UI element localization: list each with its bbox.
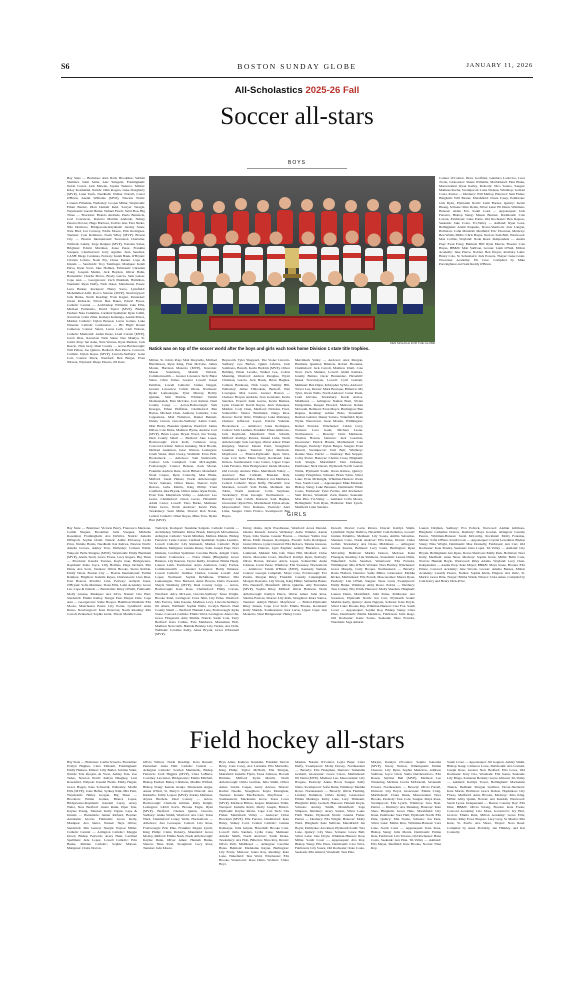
fh-column-2: Olivia Wilson, North Reading: Kara Russell, Pentucket: Anna Hall. Catholic Central — Arlington Catholic: Scarlett Martinello, Bishop Fenwick: Jordi Higgins (MVP), Clara LaBarre, Courtney Lawrence, Bridgewater: Emma Mitchell, Bishop Feehan: Bailey Childress, Maddie Wilfred. Bishop Stang: Kenzie Araujo, Mackenzie Aujpe, Annie O'Neil, St. Mary's: Camdyn Driscoll, Ava Kinkarlis, Tabby Lepore (MVP), Karina Martinez, Alyssa Buchele. Dual County — Acton-Boxborough: Charlotte Gilman, Ruby Knight, Lexington: Libbit Koch, Brooke Eagle, Ryan (MVP), Bedford: Chelsea Quinn, Lincoln-Sudbury: Annie Smith, Westford: Ava Carr, Tessa Ward, Chelmsford: Laney Wells. Hockomock — Attleboro: Ava Levesque, Canton: Lila Rose, Foxborough: Erin Pike, Franklin: Megan Lynch, King Philip: Claire Doherty, Mansfield: Grace Molloy, Milford: Emma Nash, North Attleborough: Kaylee Dunn, Oliver Ames: Hannah Burke, Sharon: Nina Patel, Stoughton: Lucy Ross, Taunton: Jada Moore. [143,760,213,850]
girls-column-5: Lauren Dirjman, Sudbury: Eva Pollock, Norwood: Aislinn Gillmore, Hingham: Catherine Doiron, Duxbury: Maya Gordon, Abington: Cassidy Pearce, Whitman-Hanson: Sarah McCarthy, Rockland: Molly Fontaine, Milton: Sofia O'Hara. South Coast — Apponequet: Crystal Leventhal, Bishop Stang: Nina Wright, Dartmouth: Mae Donnelly, Fairhaven: Ava Carr, Old Rochester: Kate Pereira, Seekonk: Gina Lopes. Tri-Valley — Ashland: Lily Bryant, Bellingham: Ava Ryan, Dover-Sherborn: Emily Park, Holliston: Nora Kelly, Medfield: Anna Shaw, Medway: Sophie Grant, Millis: Bella Cruz, Norton: Hannah Boyle, Westwood: Riley Adams, Wayland: Lucy Chen. Independent — Austin Prep: Kate Mayer, BB&N: Maya Stone, Brooks: Ella Prince, Concord Academy: Jane Woods, Groton: Amelia Barnes, Milton Academy: Cassidy Pearce, Nobles: Sophia Klein, Pingree: Ava Ortiz, St. Mark's: Grace Hale, Thayer: Emma Walsh, Winsor: Clara Ames. Compiled by Cam Kerry and Henry Dick-Price. [419,526,525,584]
photo-credit: KEN McGAGH FOR THE GLOBE [390,341,435,345]
section-season: 2025-26 Fall [305,85,360,96]
boys-column-3: Hepworth, Tyler Sheppard, The Stone: Lincoln-Sudbury: Leo Barber, Quinn Lefebre, Jack Sombrero, Baruch, Kevin Hedrick (MVP), Oliver Hebling, Ethan Lavelle, Walker Lee, Colton Manning, Westford: Andrew Peragine, Wyatt Christian, Garcia, Jack Hawk, Brian Hughes, Camren Barahona, Nick Carpi, Tommy Hill, Wellesley: James Thibodeau, Burkoff, Wen Lawtagne, Max Lewis. Greater Boston — Chelsea: Brayan Andrade, Ivan Gonzalez, Kevin Sanchez, Everett: Isiah Garcia, Kevin Benitez, Lynn Classical: Kevin Reyes, Juan Velasquez, Malden: Cody Chen, Medford: Nicholas Fruci, Somerville: Nestor Bermudez, Diego Rios, Revere: Kevin Ortiz, Winthrop: Luke Mahoney, Chelsea: Jefferson Lopez, Patrick Valiente. Hockomock — Attleboro: Jonas Rodrigues, Canton: Sam Lenihan, Franklin: Ethan Ambrosio, Jack Raymond, Mansfield: Nick Schultz, Milford: Rodrigo Pereira, Daniel Lima, North Attleborough: Jack Gavigan, Oliver Ames: Ethan Kingsley, Sharon: Ishaan Patel, Stoughton: Jonathan Lopes, Taunton: Tyler Machado. Mayflower — Bristol-Plymouth: Ryan Silva, Cape Cod Tech: Ethan Neary, Rockland: Jake Nelson, Southeastern: Caio Castro, Upper Cape: Liam Ferreira, West Bridgewater: Derek Moreira, Old Colony: Andrew Pinto. Merrimack Valley — Andover: Ben Cobham, Brendan Daly, Chelmsford: Sam Fuller, Billerica: Jon Matthews, Central Catholic: Ryan Duffy, Haverhill: Jose Martinez, Lowell: Sam Fedak, Methuen: Ian Tobin, North Andover: Colin Seymour, Tewksbury: Evan Keough. Northeastern — Beverly: Jake Cahill, Danvers: Sam Hughes, Gloucester: Ryan Fitts, Marblehead: Dylan Abate, Masconomet: Nico Romano, Peabody: Alex Lima, Saugus: Chris Franco, Swampscott: Ben Hayes. [222,358,290,518]
masthead [61,62,533,76]
girls-column-1: Bay State — Braintree: Victoria Barry, Francesca Mazzone, Caitlin Nugent, Brookline: Julia Vasquez, Michelle Rosenthal, Framingham: Ava DaSilva, Natick: Isabella DiNapoli, Sophia Orrell, Natick: Addie McGarey, Lydia Price, Natalie Harris, Needham: Kat Kaliwa, Newton North: Amelia Groves, Ashley Tran, Wellesley: Colleen Walsh, Walpole: Bella Shugrue (MVP), Weymouth: Emily Burnham (MVP), Alexis Snell, Grace Evans, Lucy Rogers. Big Three — Brockton: Kendra Tavares, Kayla Jean, Bridgewater-Raynham: Katie Joyce, Lilly Holmes, Paige Orchard, Mia Dunn, Ava Scott, Taunton: Olivia Brooks, Sierra Robbie, Emily Valois. Boston City — Boston International: Fatima Ramirez, Brighton: Isabella Reyes, Charlestown: Lina Diaz, East Boston: Priscilla Cruz, Fenway: Aaliyah Jones, O'Bryant: Sofia Martinez, Tiana Ellis, Latin Academy: Grace Lin. Cape & Islands — Barnstable: Riley O'Neill, Falmouth: Molly Greene, Mashpee: Ava Silva, Nauset: Lila Hart, Sandwich: Emma Kelley, Sturgis East: Harper Dale. Cape Ann — Georgetown: Sadie Hooper, Hamilton-Wenham: Ella Moore, Manchester Essex: Lily Porter, Lynnfield: Anna Russo, Newburyport: Kate Donovan, North Reading: Mia Carroll, Pentucket: Sophie Grant, Triton: Maddie Lane. [67,526,151,616]
fh-column-5: Marjan, Katelyn O'Connor, Sophia Sokorski (MVP), Stacey Nelson, Winnisquam: Emma Cheever, Lily Ryan, Sophia Medeiros, Addison Sullivan, Joyce Chen, Stella DeChristoforo, Ella Rosen, Sabrina Bell (MVP), Madison Lee Wintering, Melanie Jacobs McDonald, Savannah Powers. Northeastern — Beverly: Olivia Farrell, Danvers: Lily Boyd, Gloucester: Emma Craig, Marblehead: Claire Dunn, Masconomet: Nora Brooks, Peabody: Tess Cole, Saugus: Maya Ross, Swampscott: Ella Lynch, Winthrop: Sara Neal. Patriot — Duxbury: Ava Manning, Hanover: Kate Shea, Hingham: Grace Hale, Marshfield: Lily Kane, Pembroke: Sara Hall, Plymouth North: Ella Dale, Quincy: Mia Nolan, Scituate: Jen Park, Silver Lake: Emma Rice, Whitman-Hanson: Cara Lane. South Coast — Apponequet: Kate Ross, Bishop Stang: Julia Moniz, Dartmouth: Emma Reis, Fairhaven: Lila Tavares, Old Rochester: Hana Costa, Seekonk: Ava Pina. Tri-Valley — Ashland: Ella Mayer, Medfield: Kate Brooks, Norton: Nina Roy. [371,760,441,850]
photo-caption: Natick was on top of the soccer world after the boys and girls each took home Division 1 state title trophies. [149,346,370,351]
girls-column-3: Davey Orsha, Jayla Woodhouse, Westford: Arcea Durand, Onaxia Khoudi, Zeneve Wellesley: Aolin Winkler, Alexis Nyen, Lilia Steene. Greater Boston — Chelsea: Yadira Jose Rivas, Emili Vasquez, Rodriguez, Everett: Sofia Rodriguez, Giani Olivera, Lynn Classical: Ella DeLuca, Tatiana Gleason, McKenna Duncan, Lynn English: Aubrey Blackfoot, Ava Lamirand, Malden: Mia Gill, Tiana Hill, Medford: Chloe Davis, Mercedes Costa, Medford: Kaitlyn Ryan, Peabody: Olivia Horton, Revere: Alicia Lopez, Somerville: Aisha Johnson, Lucía Perez, Winthrop: Ella Sweeney. Hockomock — Attleboro: Tatum O'Brien (MVP), Kennedy Samuel, Canton: Georgia Campbell, Maya Cote, Foxborough: Eva Pruzin, Morgan Riley, Franklin: Cassidy Cunningham, Morgan Doucette, Lily Strong, King Philip: Samantha Baker, Ella Neudorff, Mansfield: Olivia Quinlan, Ally Ferrandes (MVP), Sophia Riley, Milford: Olivia Halloran, North Attleborough: Kaitlyn Pierce, Oliver Ames: Julie Ross, Sabrina Esteves, Sharon: Lily Roth, Stoughton: Kiara Santos, Taunton: Ashlyn Hebert. Mayflower — Bristol-Plymouth: Riley Jensen, Cape Cod Tech: Emma Brooks, Rockland: Kelly Shields, Southeastern: Sara Lucas, Upper Cape: Jess Monteiro, West Bridgewater: Hailey Costa. [243,526,327,616]
section-label [47,85,547,96]
newspaper-sheet [47,0,547,1000]
fh-column-4: Maiden, Natalie O'Connor, Leyla Bajer, Clara Duffy, Swampscott: Molly Dorsey, Northeastern — Beverly: Ella Hodgman, Danvers: Samantha Graham, Gloucester: Grace Caron, Marblehead: Jill Denn (MVP), Madison Lee, Masconomet: Lily Borgate, Peabody: Annie Hood, Saugus: Kelly Watts, Swampscott: Sofia Dunn, Winthrop: Maddie Rowe. Northeastern — Beverly: Olivia Fleming, Lindsey Dammon, Olivia Kenny, Gloucester: Emma Madruga, Kirby Lane, Lucy Thibeault, Hingham: Riley Godsell, Hanover: Hannah Doyle, Scituate: Audrey Smith, Marshfield: Sage Simpson, Duxbury: Avery Sutton, Silver Lake: Faith Burke, Plymouth North: Gianna Fisher. Patriot — Duxbury: Ella Wright, Hanover: Molly Ward, Hingham: Kate Sullivan, Marshfield: Jen Boyle, Pembroke: Ava Reed, Plymouth South: Tara Lane, Quincy: Lily Shea, Scituate: Grace Bell, Silver Lake: Jane Doyle, Whitman-Hanson: Rose Miller. South Coast — Apponequet: Ava Roy, Bishop Stang: Elle Pires, Dartmouth: Cara Silva, Fairhaven: Lily Souza, Old Rochester: Kate Couto, Seekonk: Mia Amaral, Wareham: Tess Pina. [295,760,365,855]
issue-date: JANUARY 11, 2026 [466,62,533,69]
girls-column-2: Tomczyk, Rockport: Sunshine Salgado. Catholic Central — Archbishop Williams: Khloe Brush, Marlayah McGuinness, Arlington Catholic: Sarah Minihan, Melissa Mulzer, Bishop Fenwick: Lexie Cortez, Cardinal Spellman: Sophia Leandro, Lowell Catholic: Lily Ramondi, Malden Catholic: Bryn Mulhern, Matignon: Gianna Russo, Saint Joseph Prep: Nora Dumont, Cardinal Spellman: Caroline Black, Abigail Clark. Catholic Conference — Notre Dame (Hingham): Grace Hannon, Lily Pearson, Taylor Reilly, Ursuline: Emma Healy, Lauren Leith, Fontbonne: Aiyla Anderson, Gaby Forbes. Commonwealth — Greater Lawrence: Heidy Jimenez, Lowell Catholic: Jasmine Charles, Greater Lowell: Ana Lopez, Northeast: Sophia DeSimone, Whittier: Mia Lamontagne, Nico Bernard, Anna Bowen, Della Zwaaard, Shayla Weinberg (MVP). Dual County Large — Acton-Boxborough: Kate Rose, Chelmsford: Emily Craven, Westford: Alice McLean, Lincoln-Sudbury: Tessa Wright, Brooke Patel, Lexington: Clara Shin, Lily Eriks, Westford: Mia Ferrara, Julia Kearns, Madison Levy, Lincoln-Sudbury: Jill Ahern, Waltham: Sophie Wells, Jocelyn Barrett. Dual County Small — Bedford: Hannah Lane, Boxborough: Kylie Stone, Concord-Carlisle: Emma Ward, Lexington: Anna Chu, Grace Fitzgerald, Amy Mathis, Natick: Sarah Cole, Tarry Bedford: Kaia Collins, Evie Matthews, Mackenzie Holt, Madison Newcomb, Hannah Bentley, Lily Tucker, Ava Ortiz, Waltham: Caroline Kelly, Jenna Bryant, Grace O'Donnell (MVP). [155,526,239,637]
left-margin [0,0,47,1000]
girls-column-4: Dowell, Dracut: Lacie Rivera, Dracut: Kaitlyn Smith, Lynnfield: Tayler DaSilva, Haverhill: Cam Pellerino, Lowell: Gianna Palumbo, Methuen: Lily Souza, Amilia Sebastiao, Shannon Cotte, North Andover: Ella Kane, Dracut: Claire Gollett, Tewksbury: Ava Chase. Middlesex — Arlington: Sloane Kearns, Belmont: Lucy Grant, Burlington: Ryan McCarthy, Belmont: Martha Doiron, Melrose: Katie Flanagan, Reading: Lila Simmons, Stoneham: Lauren Dinfa, Wakefield: Sofia Sanchez, Watertown: Ella Ferreira, Wilmington: Mia O'Neil, Woburn: Nora Hartley, Winchester: Grace Murphy, Carly Hooper. Northeastern — Beverly: Rosie Holbert, Danvers: Sadie Miller, Gloucester: Maddie Ricker, Marblehead: Ella Ferrell, Masconomet: Maeve Ryan, Peabody: Lila O'Neil, Saugus: Tessa Lynn, Swampscott: Emily Burke, Winthrop: Abby Rowe. Patriot — Duxbury: Tess Carney, Ella Wirth, Hanover: Molly Sheehan, Hingham: Lauren Dunn, Marshfield: Julia Paine, Pembroke: Ava Sorenson, Plymouth North: Jen Carr, Plymouth South: Maddie Kelly, Quincy: Anna Nguyen, Scituate: Kate Doyle, Silver Lake: Brooke Ray, Whitman-Hanson: Cara Fox. South Coast — Apponequet: Sophie Roy, Bishop Stang: Clara Pires, Dartmouth: Emma Medeiros, Fairhaven: Julia Rego, Old Rochester: Katie Souza, Seekonk: Nina Ferreira, Wareham: Sage Amaral. [331,526,415,625]
soccer-headline: Soccer all-stars [220,103,374,130]
boys-column-4b [367,358,435,508]
page-number: S6 [61,62,70,71]
girls-label: GIRLS [286,512,307,518]
fh-column-3: Bryn Allen, Kathryn Staniszki, Franklin: Devon Berry, Josie Carey, Ava Lucinski, Ella Mucielilo, King Philip: Taylor McNeill, Ella Morgan, Mansfield: Isabelle Flynn, Tessa Johnson, Bocada Harman, Milford: Kylie Merritt, North Attleborough: Olivia Gorman, Julia Smith, Oliver Ames: Lindie Caspar, Avery Adores, Sharon: Rachel Needle, Stoughton: Kayla Monaghan, Taunton: Kenzie MacEachern. Mayflower — Southeastern: Mackenzie Grow, Tessa Lowe (MVP), Madison Billow, Kagan, Rhiannon Tollin, Westport: Isabelle Robb, Molly Joseph, Bristol-Plymouth: Kaylee Morin, Cape Cod Tech: Lila Fisher. Merrimack Valley — Andover: Chloe Howland (MVP), Ella Ferrara, Chelmsford: Kate Haley, Sidney Cord, Central Catholic: Gianna Ramseyer, Julia Grinda, Haverhill: Brooke Cruz, Lowell: Julia Sanders, Lydia Cane, Methuen: Amelia Smith, North Andover: Sarah Drake, Tewksbury: Ava Holt, Billerica: Nina Roy, Dracut: Olivia Petit. Middlesex — Arlington: Caroline Bates, Belmont: Madeleine Kayne, Burlington: Lily Ferris, Melrose: Jenna Roy, Reading: Kate Lane, Wakefield: Tess Ward, Winchester: Ella Brooks, Watertown: Rose Dunn, Woburn: Claire Hoyt. [219,760,289,867]
fh-column-6: South Coast — Apponequet: Jill Gagnon, Ashley Smith, Bishop Stang: Cameron Lowe, Dartmouth: Ava Connell, Joseph Rose, Greater New Bedford: Ella Lowe, Old Rochester: Katy Cho, Wareham: Ella Sousa, Seekonk: Lily Braga, Somerset Berkley: Grace Abboud. Tri-Valley — Ashland: Kaitlyn Tower, Bellingham: Mackenzie Thelen, Dedham: Morgan Gulliver, Dover-Sherborn: Kate Marsh, Holliston: Grace Dalton, Hopkinton: Lily Flores, Medfield: Anna Brooks, Medway: Julia King, Millis: Abby Quinn, Norton: Ava Kendall, Westwood: Sarah Lyons. Independent — Beaver Country Day: Ella Diaz, BB&N: Olivia Strong, Brooks: Kate Foster, Concord Academy: Lila Moss, Governor's: Ivy Hart, Groton: Emma Ruiz, Milton Academy: Grace Ellis, Nobles: Riley Frost, Pingree: Lucy Gray, St. Mark's: Mia Kent, St. Paul's: Ava Shore, Thayer: Nora Reed. Compiled by Anna Probably, Jen Hinkley, and Kat Connolly. [447,760,525,834]
fh-column-1: Bay State — Braintree: Caelin Sciascia, Brookline: Evelyn Hughes, Clara Thibault, Framingham: Emily Hudson, Milton: Lilly Butler, Sabrina Sinin, Natick: Tate Deojan, Ai Yoon, Ashley Tate, Zoe Tedeo, Newton North: Kellyn Haughey, Lexi Rosenfeld, Walpole: Kendal Fields, Emily Hagan, Grace Hagen, Kate Schwerdt, Wellesley: Mollie Ellis (MVP), Josie Hefler, Sydney Kim, Mia Piatt, Weymouth: Hailey Grogan. Big Three — Brockton: Emma Gomes, Bianca Lopes, Bridgewater-Raynham: Kendall Carey, Avery Weitz, New Bedford: Jaasia Runk, Piper Tate, Kaylee Young, Taunton: Kelly Vigant. Cape & Islands — Barnstable: Jenner Richard, Bourne: Annabelle Glover, Falmouth: Grace Kelly, Mashpee: Ava Sierra, Nauset: Skye Oliver, Sandwich: Mia Garrett, Sturgis: Payton Miller. Catholic Central — Arlington Catholic: Maggie Dowd, Bishop Fenwick: Avery Hunt, Cardinal Spellman: Jade Lopez, Lowell Catholic: Erin Burke, Malden Catholic: Sophie Matson, Matignon: Claire Norton. [67,760,137,850]
boys-rule [247,168,347,169]
paper-name: BOSTON SUNDAY GLOBE [237,62,357,71]
team-photo-image [149,176,435,342]
section-title: All-Scholastics [234,85,303,96]
boys-label: BOYS [288,160,306,166]
field-hockey-headline: Field hockey all-stars [189,727,405,754]
girls-rule [247,520,347,521]
right-margin [547,0,583,1000]
boys-column-1: Bay State — Braintree: Alex Roth, Brookline: Sebhan Shahleel, Saint Sams, Alec Smagula, Framingham: Nolan Cortes, Jack Mewak, Jayden Tedesco, Milton: Kiley Kosmalski, Natick: Odin Rogers, Luke Dougherty (MVP), Luna Teefs, Needham: Walker Norrell, Conor O'Brien, Austin Williams (MVP), Newton North: Lorenzo Filindale, Wellesley: Cooper Miller, Weymouth: Ethan Bazzet, Dion Demeil Reid, Sawyer Teragle, Weymouth: Garrett Butler, Nahuel Fasoli, Sabri Bou. Big Three — Brockton: Brando Andrade, Paulo Bettencia, Levi Conceicao, Roberto Martins Andrade, Sidney Pereira Da Luz, Hugo Barbosa, Toribio Jasa, Ezra Nieko, Nile Dermoso, Bridgewater-Raynham: Jeremy Saner, Nate Bird, Jon Conway, Eddie Moore, Erik Rodrigues, Taunton: Cole Robinson, Noah Wiley (MVP). Boston City — Boston International: Stevenson Charlaine, Wilfredo Lukby, Jorge Reignet (MVP), Yonatan Sabas, Brighton: Edwin Martinez, Josue Perez, Franklin Vasquez, Charlestown: Jerry Aguilar, Juan Sanchez, CASH: Diego Cardenas, Fenway: Isaiah Bauk, O'Bryant: Cristian Lobato, Noah Ely, Chase Rezner. Cape & Islands — Sandwich: Troy Tantlinger, Mashpee: Kaleb Paiva, Ryan Scott, Jake Holmes, Falmouth: Christian Foley, Joaquin Muller, Jack Heyden, Oliver Bahn, Barnstable: Charlie Pierce, Brody Garcia, Sam Gaiser. Cape Ann — Georgetown: Zach Pinkham, Hamilton-Wenham: Ryan Duffy, Nick Oates, Manchester Essex: Luca Barker, Rockport: Henry Sarro, Lynnfield: Mohammed Alfil, Rocco Salerno (MVP), Newburyport: Jack Burke, North Reading: Evan Kagan, Pentucket: Owen Richards, Triton: Ben Baker, Edwin Flores. Catholic Central — Archbishop Williams: Jake Ellis, Michael Furlanetto, David Taylor (MVP), Bishop Feehan: Nate Cummins, Cardinal Spellman: Ryan Cahill, Xaverian: Colin Zima, Kamayi Kamanga, Austin Prince, Malden Catholic: Dylan Benson, Lucas Gomes, Luke Wheeler. Catholic Conference — BC High: Ronan Cameron, Connor Stuart, Lucas Leib, Cam Watson, Catholic Memorial: Aidan Perez, Liam Curran (MVP), Jacob Diaz, Xaverian: Nick Saine, Deo Makiya, St. John's Prep: Ian Ashe, Nate Warren, Ryan Manton, Jack Rescio, Nick Gray. Dual County — Acton-Boxborough: Will Pellan, Joe Quince, Bedford: Ben Pierce, Concord-Carlisle: Dylan Reyes (MVP), Lincoln-Sudbury: Gabe Coll, Connor Mack, Westford: Ben Berger, Evan Nilsson, Wayland: Diego Pizarro, Eli Katz. [67,176,145,365]
boys-column-5: Connor O'Connor, Drew Godfried, Gianluca Lodovico, Luca Trotta, Gloucester: Shane Williams, Marblehead: Finn Blake, Masconomet: Ryan Kelley, Peabody: Nico Santos, Saugus: Matheus Rocha, Swampscott: Luke Nadeau, Winthrop: Gabriel Costa. Patriot — Duxbury: Will Malloy, Hanover: Sam Fisher, Hingham: Will Baxter, Marshfield: Owen Casey, Pembroke: Jack Ryan, Plymouth North: Liam Barnes, Quincy: Kevin Huang, Scituate: Max Dolan, Silver Lake: Eli Dunn, Whitman-Hanson: Aidan Fox. South Coast — Apponequet: Jack Ferreira, Bishop Stang: Mason Bernier, Dartmouth: Cole Lavoie, Fairhaven: Luke Ponte, Old Rochester: Ben Raposo, Seekonk: Jake Costa. Tri-Valley — Ashland: Ryan Goss, Bellingham: Adam Paquette, Dover-Sherborn: Jack Langan, Holliston: Colin Marshall, Medfield: Eric Thornton, Medway: Ben Walsh, Millis: Chris Hayes, Norton: Sam Bell, Westwood: Max Collins, Wayland: Noah Reed. Independent — Austin Prep: Evan Foley, Belmont Hill: Ryan Mercer, Brooks: Cole Hayes, BB&N: Matt Sullivan, Groton: Liam O'Neil, Milton Academy: Jake Pierce, Nobles: Ben Dwyer, Roxbury Latin: Henry Cole, St. Sebastian's: Jack Powers, Thayer: Luke Grant, Worcester Academy: Eli Cruz. Compiled by Mike Puccinghiere and Sam Ruddy O'Brien. [439,176,525,266]
masthead-rule [61,77,533,78]
boys-column-2: Milton, St. John's Prep: Matt Dreyzelle, Michael Hutchinson, Ryan King, Finn McCabe, James Moran, Harrison Mazzola (MVP), Xaverian: Mason Soderberg, Maxim Vallarta. Commonwealth — Greater Lawrence Tech: Bujar Saber, Chris Tellez, Greater Lowell: Kasai Perlman, Lowell Catholic: Joshua Deggel, Greater Lawrence: Calvin Obote, Northeast: Ryder Lamontagne, Tyler Murray, Bobby Quinnn, Sam Marble, Whittier: Tamba Momenzadeh, Finn McCabe, Cort Ramon. Dual County Large — Acton-Boxborough: Sam Krueger, Ethan Hoffman, Chelmsford: Ben Bairos, Michael Chen, Anthony Calandra, Cole Cappadona, Matt Fullerton, Daniel Bennett, Danny Curran, Lincoln-Sudbury: Aidan Conti, Matt Healy, Brendan Quinlan, Westford: James Dillon, Cole Dube, Matthew Byrne, Andrew Carr (MVP), Brian Lopes, Bryan Wood, Ian Young. Dual County Small — Bedford: Jake Lopes, Boxborough: Zack Kolb, Cameron Gray, Concord-Carlisle: Simon Gunning, Nick Brodie, Michael Anderson, Isaac Warren, Lexington: Jonah Weiss, Matt Cleary, Waltham: Evan Holt. Hockomock — Attleboro: Sam Wentworth, Canton: Jack Campbell, Cam McLaughlin, Foxborough: Connor Benson, Zack Moran, Franklin: Andrew Ruiz, Jacob Hilbert, Mansfield: Noah Casper, Ryan Connolly, Max Blake, Milford: Jonah Hebert, North Attleborough: Victor Santana, Oliver Reese, Sharon: Kyle Reeves, Gabe Martin, King Philip: Trent Caulfield, Jake Bryant, Oliver Ames: Ryan Prado, Evan Tate. Merrimack Valley — Andover: Leo Grant, Chelmsford: Owen Lucas, Haverhill: Adam Carter, Lowell: Theo Burke, Methuen: Ethan Grace, North Andover: Kevin Park, Tewksbury: Sean Miller, Dracut: Rob Nolan, Central Catholic: Omar Reyes, Mike Tran, Dylan Hart (MVP). [149,358,217,522]
boys-column-4: Merrimack Valley — Andover: Alex Morgan, Harmane Quemon Bilancia, Robert Brookins, Chelmsford: Jack Carroll, Matthew Uhall, Cole Noel, Zach Shankar, Lowell: Abdul Kamara, Jeremy Batista, Oscar Hernandez, Haverhill: Derek Novotnayan, Lowell: Cyril Graham, Methuen: Ben Dijon, Kristopher Sylvia, Andover: Trevor Lee, Dracut: Mark Bourque, Billerica: Mo Tyler, Owen Wells, North Andover: Carter Paula, Liam Gilvane, Tewksbury: Kevin Avalos. Middlesex — Arlington: Nathan Brett, Vivian Dangerman, Reagan Howard, Melrose: Rohan McGrath, Belmont: Evan Mayor, Burlington: Ben Ragusa, Reading: Adrian Brito, Stoneham: Rueben Gabriel, Danny Soltero, Wakefield: Ryan Wylie, Watertown: Jason Mossin, Wilmington: Rafael Ferreira, Winchester: Calder Levy, Woburn: Luca Gantt, Michael Leone. Northeastern — Beverly: Chris Matheson, Thomas Bowen, Danvers: Jack Gorelick, Gloucester: Patrick Hawks, Marblehead: Cole Hartigan, Peabody: Dylan Berger, Saugus: Evan Durrell, Swampscott: Tom Bell, Winthrop: Ronnie Shea. Patriot — Duxbury: Ben Stopper, Colby Porter, Hanover: Charlie Cross, Hingham: Jack Sturgis, Marshfield: Dan Doheney, Pembroke: Nick Ducett, Plymouth North: Garrett White, Plymouth South: Owen Ramos, Quincy: Jeremy Fitzgibbon, Scituate: Brian Tolan, Silver Lake: Evan McKnight, Whitman-Hanson: Owen Tree. South Coast — Apponequet: Mike Miranda, Bishop Stang: Luke Bussiere, Dartmouth: Ethan Couto, Fairhaven: Tyler Freitas, Old Rochester: Sam Rivera, Wareham: Zack Duarte, Seekonk: Max Pina. Tri-Valley — Ashland: Colin Moore, Bellingham: Tom Ryan, Holliston: Matt Lynch, Medfield: Luke Sanders. [295,358,363,510]
team-photo [149,176,435,342]
